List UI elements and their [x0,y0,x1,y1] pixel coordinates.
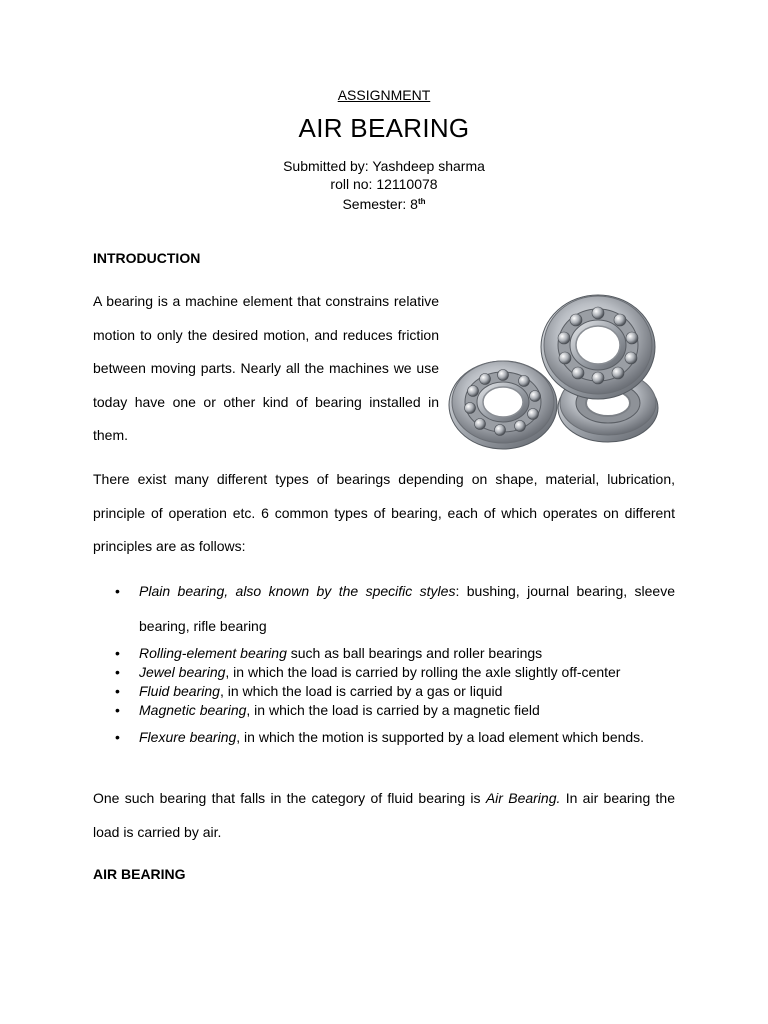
submitted-by: Submitted by: Yashdeep sharma [283,158,485,174]
bearing-type-desc: , in which the motion is supported by a load element which bends. [236,729,645,745]
list-item [93,644,675,663]
ball-bearings-image [448,290,668,450]
bearing-type-name: Rolling-element bearing [139,645,287,661]
bearing-types-list [93,574,675,755]
bullet: • [115,702,120,718]
closing-text-after: In air bearing the load is carried by air. [93,790,675,840]
bearing-type-name: Jewel bearing [139,664,226,680]
bullet: • [115,645,120,661]
roll-number: roll no: 12110078 [330,176,438,192]
introduction-heading: INTRODUCTION [93,250,201,266]
closing-paragraph [93,781,675,849]
bearing-type-name: Fluid bearing [139,683,220,699]
bullet: • [115,683,120,699]
semester-text: Semester: 8 [342,196,418,212]
closing-text-before: One such bearing that falls in the category of fluid bearing is [93,790,486,806]
intro-paragraph-1: A bearing is a machine element that constrains relative motion to only the desired motion, and reduces friction between moving parts. Nearly all the machines we use today have one or other kind of bearing installed in them. [93,293,439,443]
closing-emphasis: Air Bearing. [485,790,561,806]
bullet: • [115,664,120,680]
list-item [93,720,675,755]
bearing-type-desc: such as ball bearings and roller bearings [286,645,543,661]
bearing-type-name: Flexure bearing [139,729,237,745]
assignment-label: ASSIGNMENT [337,87,431,103]
bearing-type-name: Magnetic bearing [139,702,247,718]
bearing-type-desc: : bushing, journal bearing, sleeve bearing, rifle bearing [139,583,675,634]
bearing-type-desc: , in which the load is carried by a gas or liquid [219,683,503,699]
intro-paragraph-2: There exist many different types of bearings depending on shape, material, lubrication, principle of operation etc. 6 common types of bearing, each of which operates on different principles are as follows: [93,471,675,554]
list-item [93,663,675,682]
list-item [93,701,675,720]
list-item [93,682,675,701]
semester [0,193,768,213]
bearing-type-desc: , in which the load is carried by rolling the axle slightly off-center [225,664,621,680]
semester-superscript: th [417,197,426,206]
document-title: AIR BEARING [298,113,470,143]
air-bearing-heading: AIR BEARING [93,866,186,882]
bearing-type-desc: , in which the load is carried by a magnetic field [246,702,540,718]
bearing-type-name: Plain bearing, also known by the specific styles [139,583,456,599]
list-item [93,574,675,644]
bullet: • [115,729,120,745]
bullet: • [115,583,120,599]
